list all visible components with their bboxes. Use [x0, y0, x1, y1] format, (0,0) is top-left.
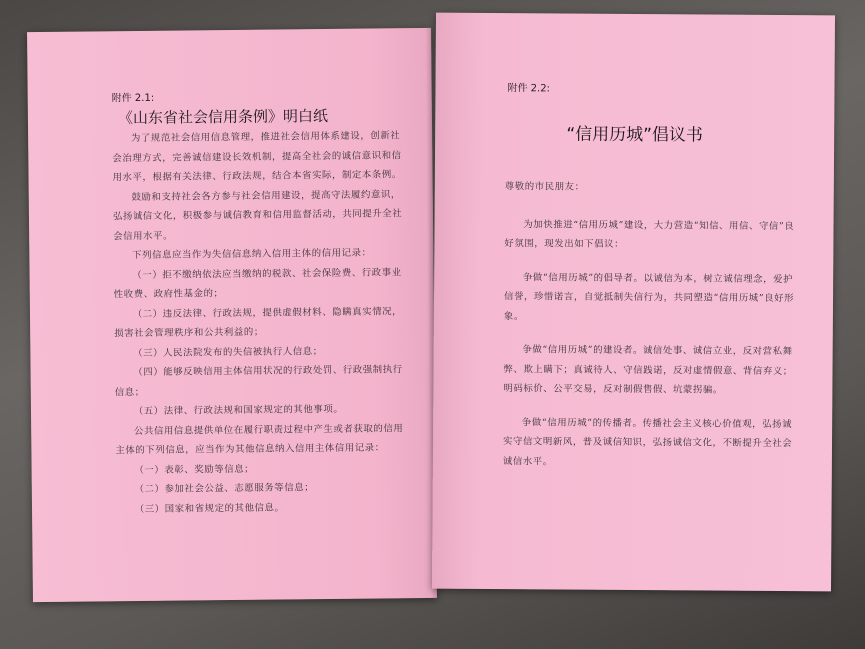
body-paragraph: 公共信用信息提供单位在履行职责过程中产生或者获取的信用主体的下列信息，应当作为其他信息纳入信用主体信用记录：: [115, 422, 404, 457]
body-paragraph: 争做“信用历城”的倡导者。以诚信为本，树立诚信理念，爱护信誉，珍惜诺言，自觉抵制失信行为，共同塑造“信用历城”良好形象。: [503, 271, 795, 322]
body-paragraph: （二）参加社会公益、志愿服务等信息；: [134, 482, 315, 496]
body-paragraph: （三）人民法院发布的失信被执行人信息；: [133, 345, 323, 359]
body-paragraph: （一）拒不缴纳依法应当缴纳的税款、社会保险费、行政事业性收费、政府性基金的；: [113, 266, 402, 301]
body-paragraph: 为了规范社会信用信息管理，推进社会信用体系建设，创新社会治理方式，完善诚信建设长效机制，提高全社会的诚信意识和信用水平，根据有关法律、行政法规，结合本省实际，制定本条例。: [112, 130, 402, 184]
body-paragraph: （五）法律、行政法规和国家规定的其他事项。: [133, 403, 344, 418]
annex-label-left: 附件 2.1:: [111, 92, 155, 105]
body-paragraph: 争做“信用历城”的传播者。传播社会主义核心价值观，弘扬诚实守信文明新风，普及诚信知识，弘扬诚信文化，不断提升全社会诚信水平。: [502, 416, 793, 467]
body-paragraph: 争做“信用历城”的建设者。诚信处事、诚信立业，反对营私舞弊、欺上瞒下；真诚待人、守信践诺，反对虚情假意、背信弃义；明码标价、公平交易，反对制假售假、坑蒙拐骗。: [503, 344, 793, 396]
right-document-page: [432, 13, 835, 592]
body-paragraph: 下列信息应当作为失信信息纳入信用主体的信用记录：: [132, 247, 372, 262]
body-paragraph: （三）国家和省规定的其他信息。: [134, 501, 285, 515]
body-paragraph: 鼓励和支持社会各方参与社会信用建设，提高守法履约意识，弘扬诚信文化，积极参与诚信教育和信用监督活动，共同提升全社会信用水平。: [112, 188, 403, 242]
body-paragraph: （一）表彰、奖励等信息；: [134, 463, 255, 476]
body-paragraph: （二）违反法律、行政法规，提供虚假材料、隐瞒真实情况，损害社会管理秩序和公共利益的；: [114, 305, 403, 340]
right-page-title: “信用历城”倡议书: [566, 124, 704, 146]
left-page-body: [112, 126, 414, 519]
body-paragraph: 为加快推进“信用历城”建设，大力营造“知信、用信、守信”良好氛围，现发出如下倡议：: [504, 218, 795, 250]
salutation: 尊敬的市民朋友：: [504, 181, 585, 193]
body-paragraph: （四）能够反映信用主体信用状况的行政处罚、行政强制执行信息；: [114, 364, 403, 398]
left-document-page: [27, 28, 437, 602]
right-page-body: [503, 177, 801, 473]
left-page-title: 《山东省社会信用条例》明白纸: [117, 106, 329, 128]
annex-label-right: 附件 2.2:: [507, 83, 550, 95]
